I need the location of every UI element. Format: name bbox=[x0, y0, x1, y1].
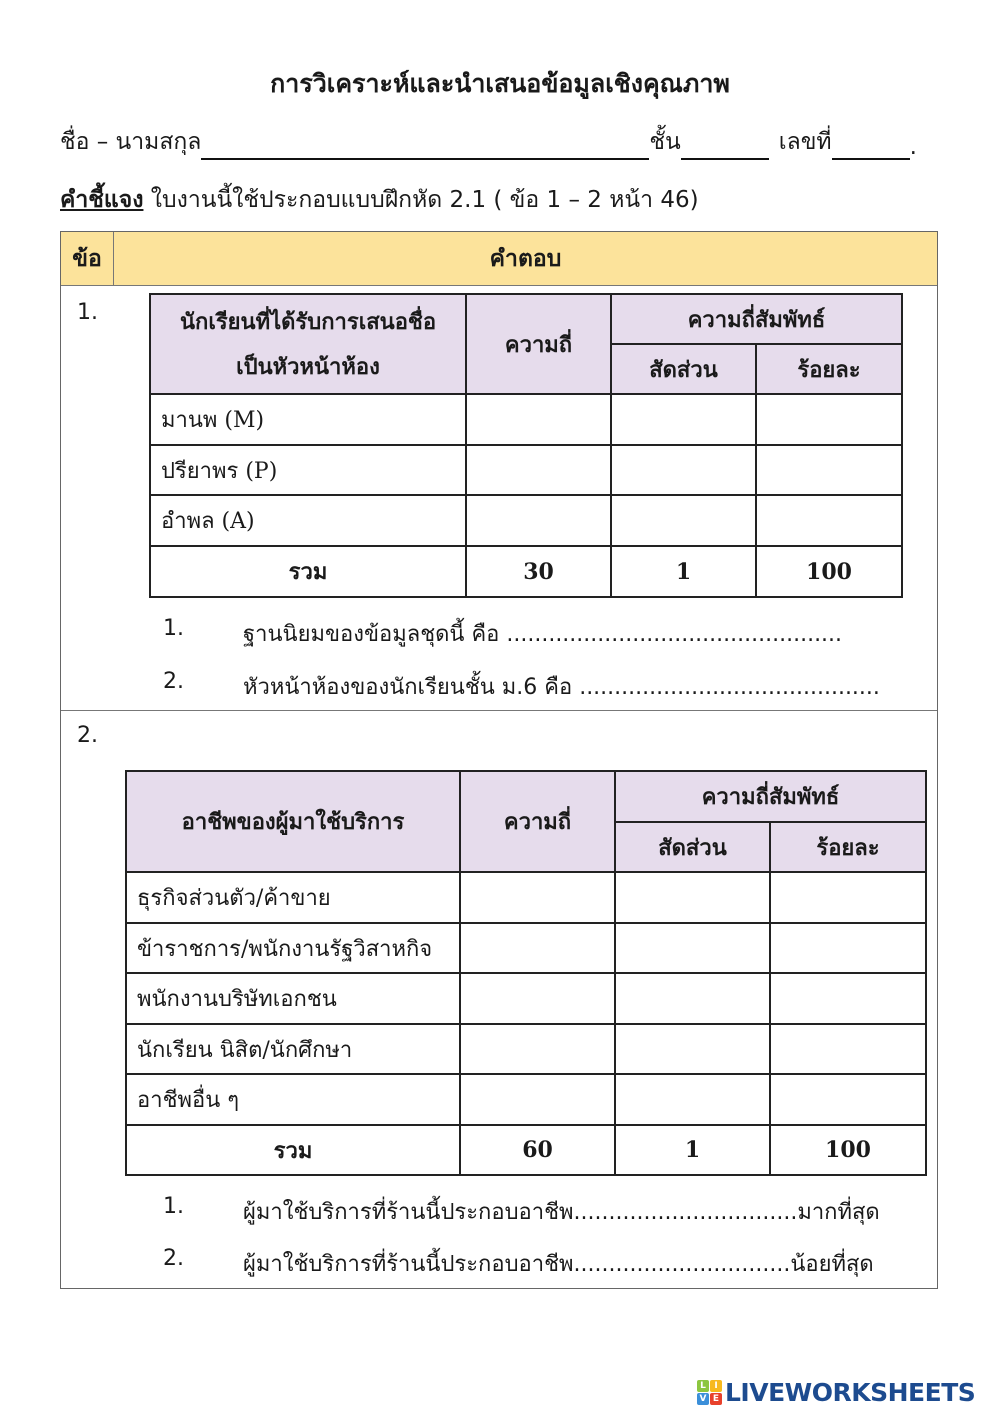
answer-table-header bbox=[61, 232, 937, 286]
class-label: ชั้น bbox=[649, 129, 681, 155]
end-mark: . bbox=[909, 134, 917, 160]
table-row bbox=[126, 923, 926, 973]
total-ratio: 1 bbox=[611, 546, 756, 597]
ratio-input[interactable] bbox=[611, 394, 756, 445]
frequency-input[interactable] bbox=[460, 1074, 615, 1125]
ratio-input[interactable] bbox=[615, 1024, 770, 1074]
row-label: นักเรียน นิสิต/นักศึกษา bbox=[126, 1024, 460, 1074]
q1-header-relative: ความถี่สัมพัทธ์ bbox=[611, 294, 902, 344]
section-divider bbox=[61, 710, 937, 711]
ratio-input[interactable] bbox=[615, 1074, 770, 1125]
col-item-header: ข้อ bbox=[61, 232, 114, 285]
total-row bbox=[126, 1125, 926, 1175]
percent-input[interactable] bbox=[770, 923, 926, 973]
row-label: ข้าราชการ/พนักงานรัฐวิสาหกิจ bbox=[126, 923, 460, 973]
q1-number: 1. bbox=[77, 300, 98, 325]
total-frequency: 30 bbox=[466, 546, 611, 597]
logo-letter-i: I bbox=[710, 1380, 722, 1392]
frequency-input[interactable] bbox=[460, 973, 615, 1024]
percent-input[interactable] bbox=[770, 1024, 926, 1074]
number-label: เลขที่ bbox=[778, 129, 832, 155]
table-row bbox=[126, 1074, 926, 1125]
q2-number: 2. bbox=[77, 723, 98, 748]
logo-text: LIVEWORKSHEETS bbox=[725, 1378, 976, 1407]
table-row bbox=[150, 445, 902, 495]
table-row bbox=[126, 973, 926, 1024]
ratio-input[interactable] bbox=[615, 923, 770, 973]
table-row bbox=[126, 1024, 926, 1074]
table-row bbox=[150, 394, 902, 445]
table-row bbox=[126, 872, 926, 923]
q1-header-category-line2: เป็นหัวหน้าห้อง bbox=[236, 355, 380, 380]
total-label: รวม bbox=[150, 546, 466, 597]
percent-input[interactable] bbox=[756, 445, 902, 495]
q2-header-category: อาชีพของผู้มาใช้บริการ bbox=[126, 771, 460, 872]
q1-header-ratio: สัดส่วน bbox=[611, 344, 756, 394]
live-icon bbox=[697, 1380, 722, 1405]
q1-question-1-number: 1. bbox=[163, 616, 184, 641]
ratio-input[interactable] bbox=[611, 445, 756, 495]
worksheet-title: การวิเคราะห์และนำเสนอข้อมูลเชิงคุณภาพ bbox=[270, 69, 730, 98]
q2-header-relative: ความถี่สัมพัทธ์ bbox=[615, 771, 926, 822]
instructions-label: คำชี้แจง bbox=[60, 187, 144, 213]
total-frequency: 60 bbox=[460, 1125, 615, 1175]
q1-question-2-number: 2. bbox=[163, 669, 184, 694]
q2-frequency-table bbox=[125, 770, 927, 1176]
total-row bbox=[150, 546, 902, 597]
name-field[interactable] bbox=[201, 132, 649, 160]
q1-header-percent: ร้อยละ bbox=[756, 344, 902, 394]
logo-letter-l: L bbox=[697, 1380, 709, 1392]
total-percent: 100 bbox=[756, 546, 902, 597]
row-label: อำพล (A) bbox=[150, 495, 466, 546]
logo-letter-v: V bbox=[697, 1393, 709, 1405]
student-info-line bbox=[60, 124, 940, 160]
q2-header-percent: ร้อยละ bbox=[770, 822, 926, 872]
percent-input[interactable] bbox=[770, 1074, 926, 1125]
answer-table bbox=[60, 231, 938, 1289]
frequency-input[interactable] bbox=[466, 394, 611, 445]
row-label: ธุรกิจส่วนตัว/ค้าขาย bbox=[126, 872, 460, 923]
row-label: มานพ (M) bbox=[150, 394, 466, 445]
q2-header-frequency: ความถี่ bbox=[460, 771, 615, 872]
total-percent: 100 bbox=[770, 1125, 926, 1175]
q2-header-ratio: สัดส่วน bbox=[615, 822, 770, 872]
percent-input[interactable] bbox=[756, 394, 902, 445]
q2-question-2[interactable] bbox=[163, 1246, 874, 1281]
q1-frequency-table bbox=[149, 293, 903, 598]
frequency-input[interactable] bbox=[466, 495, 611, 546]
q1-question-1-text: ฐานนิยมของข้อมูลชุดนี้ คือ ................................................ bbox=[243, 622, 843, 647]
ratio-input[interactable] bbox=[611, 495, 756, 546]
q1-header-frequency: ความถี่ bbox=[466, 294, 611, 394]
table-row bbox=[150, 495, 902, 546]
q1-question-2[interactable] bbox=[163, 669, 880, 704]
total-ratio: 1 bbox=[615, 1125, 770, 1175]
logo-letter-e: E bbox=[710, 1393, 722, 1405]
class-field[interactable] bbox=[681, 132, 769, 160]
frequency-input[interactable] bbox=[460, 872, 615, 923]
q1-header-category bbox=[150, 294, 466, 394]
row-label: อาชีพอื่น ๆ bbox=[126, 1074, 460, 1125]
frequency-input[interactable] bbox=[460, 923, 615, 973]
q1-question-2-text: หัวหน้าห้องของนักเรียนชั้น ม.6 คือ ........................................... bbox=[243, 675, 880, 700]
name-label: ชื่อ – นามสกุล bbox=[60, 129, 202, 155]
liveworksheets-logo bbox=[697, 1378, 975, 1407]
number-field[interactable] bbox=[832, 132, 910, 160]
q2-question-2-number: 2. bbox=[163, 1246, 184, 1271]
q2-question-1[interactable] bbox=[163, 1194, 880, 1229]
total-label: รวม bbox=[126, 1125, 460, 1175]
col-answer-header: คำตอบ bbox=[489, 245, 562, 272]
q2-question-1-text: ผู้มาใช้บริการที่ร้านนี้ประกอบอาชีพ................................มากที่สุด bbox=[243, 1200, 880, 1225]
ratio-input[interactable] bbox=[615, 872, 770, 923]
q2-question-1-number: 1. bbox=[163, 1194, 184, 1219]
row-label: พนักงานบริษัทเอกชน bbox=[126, 973, 460, 1024]
instructions-text: ใบงานนี้ใช้ประกอบแบบฝึกหัด 2.1 ( ข้อ 1 – 2 หน้า 46) bbox=[143, 187, 699, 213]
percent-input[interactable] bbox=[770, 872, 926, 923]
frequency-input[interactable] bbox=[466, 445, 611, 495]
row-label: ปรียาพร (P) bbox=[150, 445, 466, 495]
q2-question-2-text: ผู้มาใช้บริการที่ร้านนี้ประกอบอาชีพ...............................น้อยที่สุด bbox=[243, 1252, 874, 1277]
percent-input[interactable] bbox=[770, 973, 926, 1024]
percent-input[interactable] bbox=[756, 495, 902, 546]
ratio-input[interactable] bbox=[615, 973, 770, 1024]
q1-header-category-line1: นักเรียนที่ได้รับการเสนอชื่อ bbox=[179, 310, 437, 335]
frequency-input[interactable] bbox=[460, 1024, 615, 1074]
instructions bbox=[60, 182, 699, 218]
q1-question-1[interactable] bbox=[163, 616, 842, 651]
